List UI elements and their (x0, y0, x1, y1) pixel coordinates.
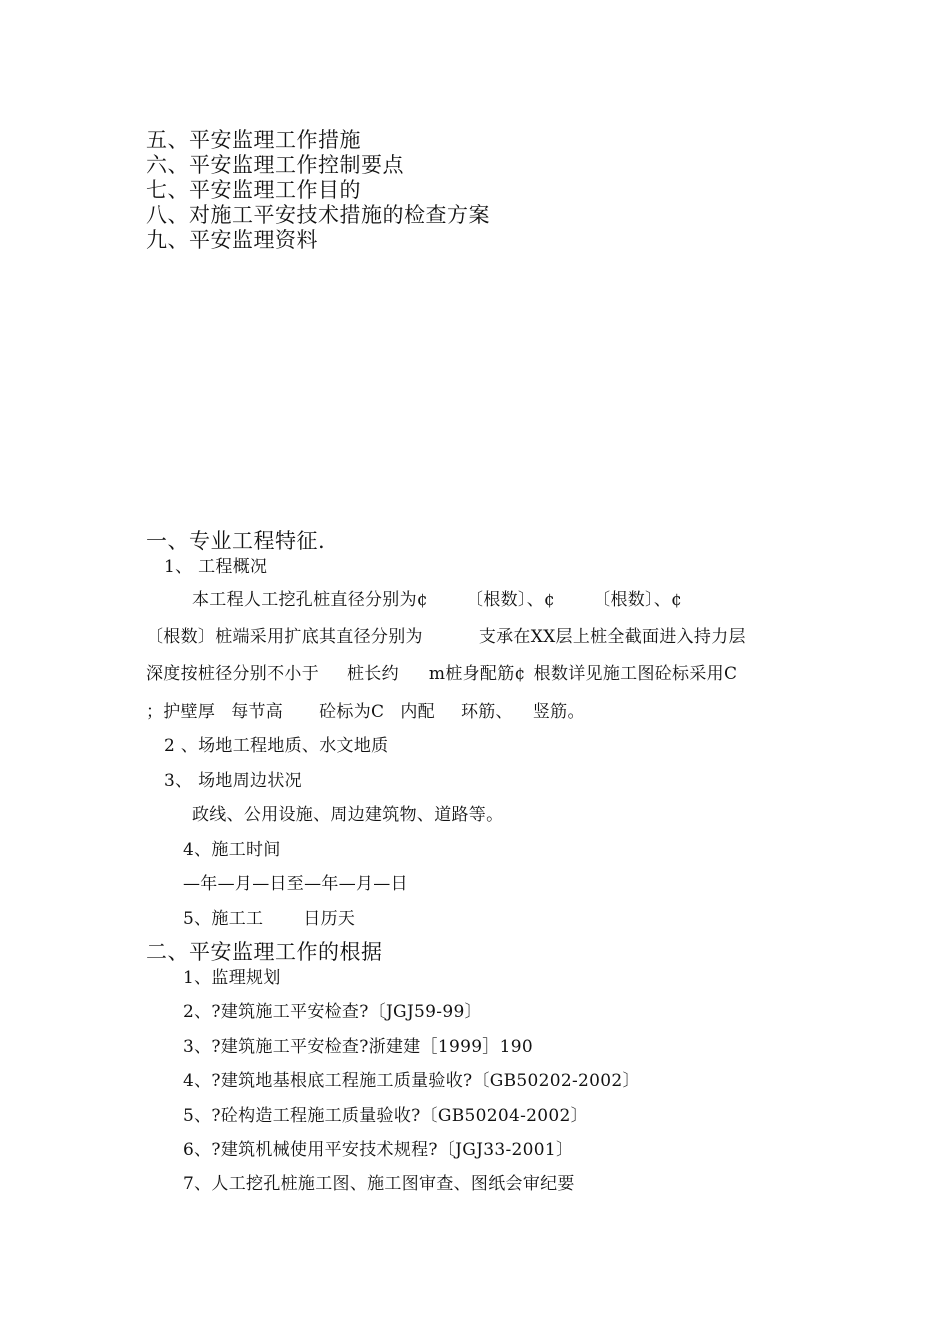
para-1-line-3 (146, 659, 737, 684)
text-fragment: 〔根数〕、¢ (466, 590, 556, 610)
toc-item-9: 九、平安监理资料 (146, 228, 318, 252)
basis-item-5: 5、?砼构造工程施工质量验收?〔GB50204-2002〕 (183, 1106, 588, 1126)
text-fragment: 支承在XX层上桩全截面进入持力层 (478, 627, 746, 647)
text-fragment: 环筋、 (460, 702, 513, 722)
text-fragment: 5、施工工 (183, 909, 264, 929)
item-3-text: 政线、公用设施、周边建筑物、道路等。 (192, 805, 504, 825)
toc-item-5: 五、平安监理工作措施 (146, 128, 361, 152)
para-1-line-2 (146, 622, 746, 647)
basis-item-2: 2、?建筑施工平安检查?〔JGJ59-99〕 (183, 1002, 482, 1022)
text-fragment: m桩身配筋¢ (428, 664, 526, 684)
text-fragment: 根数详见施工图砼标采用C (533, 664, 738, 684)
item-4-title: 4、施工时间 (183, 840, 281, 860)
basis-item-1: 1、监理规划 (183, 968, 281, 988)
text-fragment: 本工程人工挖孔桩直径分别为¢ (192, 590, 429, 610)
text-fragment: 内配 (400, 702, 435, 722)
text-fragment: 竖筋。 (532, 702, 585, 722)
basis-item-6: 6、?建筑机械使用平安技术规程?〔JGJ33-2001〕 (183, 1140, 574, 1160)
toc-item-8: 八、对施工平安技术措施的检查方案 (146, 203, 490, 227)
toc-item-7: 七、平安监理工作目的 (146, 178, 361, 202)
item-2-title: 2 、场地工程地质、水文地质 (164, 736, 389, 756)
basis-item-7: 7、人工挖孔桩施工图、施工图审查、图纸会审纪要 (183, 1174, 575, 1194)
text-fragment: ；护壁厚 (146, 702, 216, 722)
text-fragment: 砼标为C (319, 702, 385, 722)
item-1-title: 1、 工程概况 (164, 557, 268, 577)
text-fragment: 每节高 (231, 702, 284, 722)
text-fragment: 深度按桩径分别不小于 (146, 664, 319, 684)
section-2-heading: 二、平安监理工作的根据 (146, 940, 383, 964)
text-fragment: 〔根数〕、¢ (593, 590, 683, 610)
text-fragment: 〔根数〕桩端采用扩底其直径分别为 (146, 627, 423, 647)
item-4-text: —年—月—日至—年—月—日 (183, 874, 408, 894)
section-1-heading: 一、专业工程特征. (146, 529, 326, 553)
item-5-line (183, 904, 355, 929)
basis-item-3: 3、?建筑施工平安检查?浙建建［1999］190 (183, 1037, 533, 1057)
basis-item-4: 4、?建筑地基根底工程施工质量验收?〔GB50202-2002〕 (183, 1071, 640, 1091)
para-1-line-4 (146, 697, 585, 722)
item-3-title: 3、 场地周边状况 (164, 771, 302, 791)
text-fragment: 桩长约 (347, 664, 399, 684)
toc-item-6: 六、平安监理工作控制要点 (146, 153, 404, 177)
para-1-line-1 (192, 585, 682, 610)
text-fragment: 日历天 (303, 909, 356, 929)
